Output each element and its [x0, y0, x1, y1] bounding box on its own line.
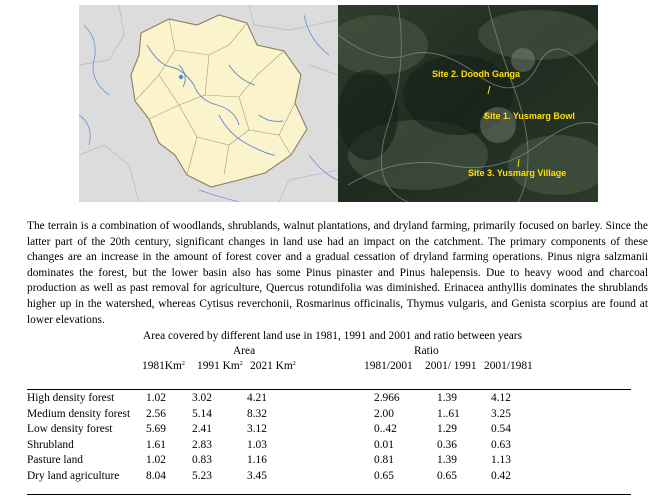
- row-label: Dry land agriculture: [27, 470, 120, 482]
- table-bottom-rule: [27, 494, 631, 495]
- ratio-2001-1991-cell: 1.39: [437, 392, 457, 404]
- area-group-header: Area: [233, 345, 256, 357]
- area-2021-cell: 8.32: [247, 407, 267, 420]
- row-label: Medium density forest: [27, 407, 131, 420]
- ratio-2001-1991-cell: 1.29: [437, 423, 457, 436]
- table-top-rule: [27, 389, 631, 390]
- ratio-1981-2001-cell: 0.01: [374, 438, 394, 451]
- body-paragraph: The terrain is a combination of woodlands, shrublands, walnut plantations, and dryland farming, primarily focused on barley. Since the latter part of the 20th century, significant changes in land use had an impact on the catchment. The primary components of these changes are an increase in the amount of forest cover and a gradual cessation of dryland farming operations. Pinus nigra salzmanii dominates the forest, but the lower basin also has some Pinus pinaster and Pinus halepensis. Due to heavy wood and charcoal production as well as past removal for agriculture, Quercus rotundifolia was diminished. Erinacea anthyllis dominates the shrublands higher up in the watershed, whereas Cytisus reverchonii, Rosmarinus officinalis, Thymus vulgaris, and Genista scorpius are found at lower elevations.: [27, 220, 648, 326]
- row-label: Shrubland: [27, 438, 74, 451]
- area-2021-cell: 1.03: [247, 438, 267, 451]
- area-1991-cell: 3.02: [192, 392, 212, 404]
- area-1981-cell: 5.69: [146, 423, 166, 436]
- satellite-image: [338, 5, 598, 202]
- ratio-col-2001-1991: 2001/ 1991: [425, 360, 477, 372]
- row-label: Pasture land: [27, 454, 83, 467]
- table-caption: Area covered by different land use in 1981, 1991 and 2001 and ratio between years: [143, 330, 523, 342]
- ratio-1981-2001-cell: 0.81: [374, 454, 394, 467]
- area-1991-cell: 5.23: [192, 470, 212, 482]
- row-label: High density forest: [27, 392, 115, 404]
- area-1981-cell: 1.02: [146, 454, 166, 467]
- area-1981-cell: 1.02: [146, 392, 166, 404]
- ratio-2001-1981-cell: 0.54: [491, 423, 511, 436]
- ratio-1981-2001-cell: 2.966: [374, 392, 400, 404]
- ratio-2001-1981-cell: 1.13: [491, 454, 511, 467]
- area-2021-cell: 3.45: [247, 470, 267, 482]
- region-map: [79, 5, 338, 202]
- area-1981-cell: 8.04: [146, 470, 166, 482]
- ratio-col-2001-1981: 2001/1981: [484, 360, 533, 372]
- site-1-label: Site 1. Yusmarg Bowl: [484, 111, 575, 121]
- area-1991-cell: 5.14: [192, 407, 212, 420]
- area-1981-cell: 1.61: [146, 438, 166, 451]
- area-col-2021: 2021 Km$^2$: [250, 360, 296, 372]
- ratio-2001-1991-cell: 0.65: [437, 470, 457, 482]
- ratio-2001-1991-cell: 1..61: [437, 407, 460, 420]
- row-label: Low density forest: [27, 423, 113, 436]
- area-1991-cell: 2.41: [192, 423, 212, 436]
- ratio-1981-2001-cell: 0.65: [374, 470, 394, 482]
- ratio-1981-2001-cell: 2.00: [374, 407, 394, 420]
- site-2-label: Site 2. Doodh Ganga: [432, 69, 521, 79]
- ratio-2001-1991-cell: 0.36: [437, 438, 457, 451]
- ratio-2001-1981-cell: 4.12: [491, 392, 511, 404]
- ratio-2001-1991-cell: 1.39: [437, 454, 457, 467]
- ratio-2001-1981-cell: 0.42: [491, 470, 511, 482]
- site-3-label: Site 3. Yusmarg Village: [468, 168, 567, 178]
- ratio-2001-1981-cell: 3.25: [491, 407, 511, 420]
- ratio-1981-2001-cell: 0..42: [374, 423, 397, 436]
- area-col-1981: 1981Km$^2$: [142, 360, 185, 372]
- area-2021-cell: 3.12: [247, 423, 267, 436]
- area-2021-cell: 4.21: [247, 392, 267, 404]
- ratio-col-1981-2001: 1981/2001: [364, 360, 413, 372]
- ratio-2001-1981-cell: 0.63: [491, 438, 511, 451]
- ratio-group-header: Ratio: [414, 345, 439, 357]
- area-col-1991: 1991 Km$^2$: [197, 360, 243, 372]
- area-1991-cell: 0.83: [192, 454, 212, 467]
- area-1981-cell: 2.56: [146, 407, 166, 420]
- area-1991-cell: 2.83: [192, 438, 212, 451]
- area-2021-cell: 1.16: [247, 454, 267, 467]
